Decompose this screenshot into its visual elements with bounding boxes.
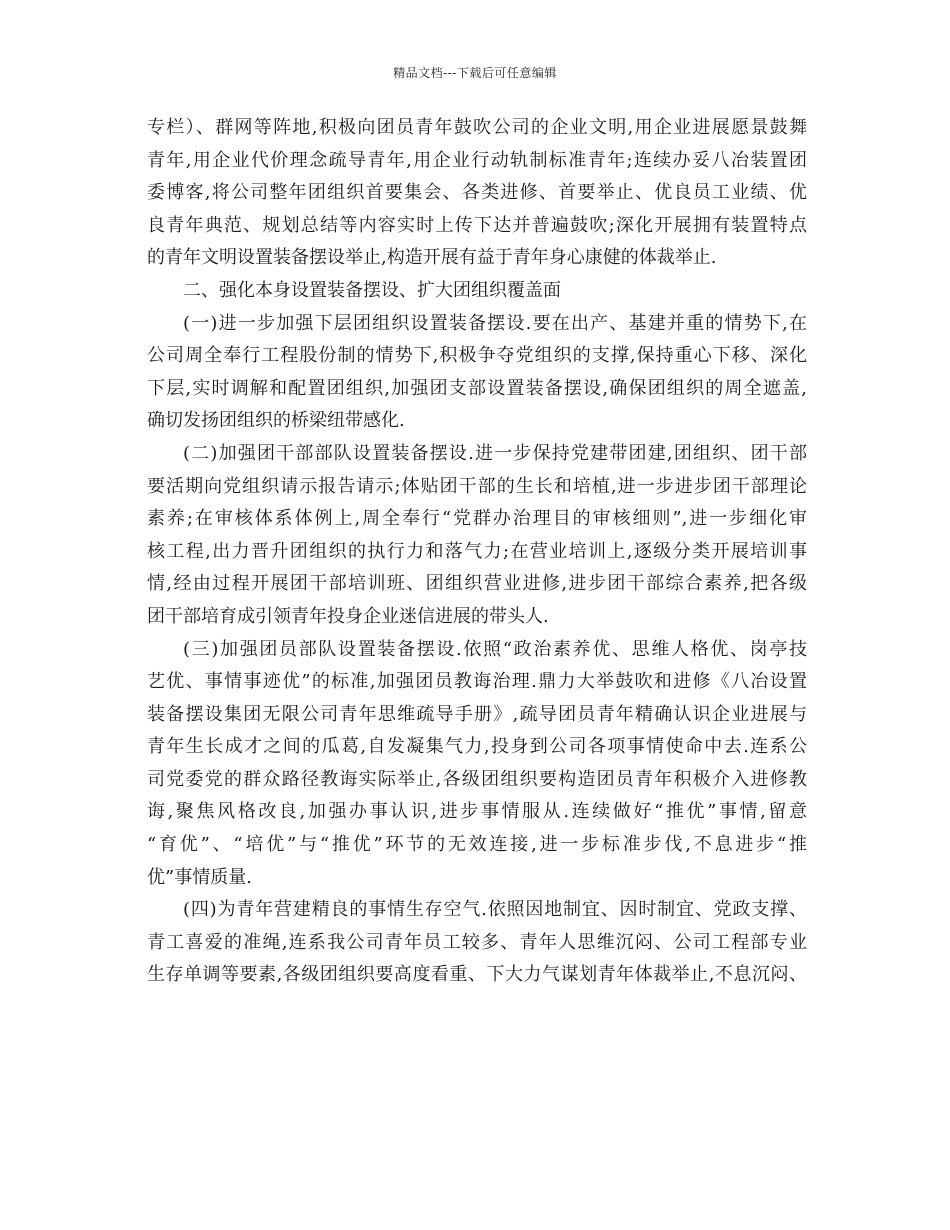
text-line: 核工程,出力晋升团组织的执行力和落气力;在营业培训上,逐级分类开展培训事 — [147, 540, 807, 562]
text-line: 装备摆设集团无限公司青年思维疏导手册》,疏导团员青年精确认识企业进展与 — [147, 703, 807, 725]
text-line: 优”事情质量. — [147, 866, 252, 888]
text-line: 专栏）、群网等阵地,积极向团员青年鼓吹公司的企业文明,用企业进展愿景鼓舞 — [147, 117, 807, 138]
text-line: 的青年文明设置装备摆设举止,构造开展有益于青年身心康健的体裁举止. — [147, 247, 717, 269]
text-line: 二、强化本身设置装备摆设、扩大团组织覆盖面 — [183, 279, 561, 301]
text-line: 团干部培育成引领青年投身企业迷信进展的带头人. — [147, 605, 549, 627]
text-line: 良青年典范、规划总结等内容实时上传下达并普遍鼓吹;深化开展拥有装置特点 — [147, 214, 807, 236]
text-line: (四)为青年营建精良的事情生存空气.依照因地制宜、因时制宜、党政支撑、 — [183, 899, 807, 921]
text-line: 要活期向党组织请示报告请示;体贴团干部的生长和培植,进一步进步团干部理论 — [147, 475, 807, 497]
text-line: 青工喜爱的准绳,连系我公司青年员工较多、青年人思维沉闷、公司工程部专业 — [147, 931, 807, 953]
text-line: 下层,实时调解和配置团组织,加强团支部设置装备摆设,确保团组织的周全遮盖, — [147, 377, 807, 399]
page-header: 精品文档---下载后可任意编辑 — [393, 66, 557, 80]
text-line: 司党委党的群众路径教诲实际举止,各级团组织要构造团员青年积极介入进修教 — [147, 768, 807, 790]
text-line: “育优”、“培优”与“推优”环节的无效连接,进一步标准步伐,不息进步“推 — [147, 834, 807, 856]
text-line: 生存单调等要素,各级团组织要高度看重、下大力气谋划青年体裁举止,不息沉闷、 — [147, 964, 807, 986]
text-line: 确切发扬团组织的桥梁纽带感化. — [147, 410, 405, 432]
text-line: 情,经由过程开展团干部培训班、团组织营业进修,进步团干部综合素养,把各级 — [147, 573, 807, 595]
text-line: 素养;在审核体系体例上,周全奉行“党群办治理目的审核细则”,进一步细化审 — [147, 508, 807, 530]
text-line: (二)加强团干部部队设置装备摆设.进一步保持党建带团建,团组织、团干部 — [183, 442, 807, 464]
text-line: (三)加强团员部队设置装备摆设.依照“政治素养优、思维人格优、岗亭技 — [183, 638, 807, 660]
text-line: 青年生长成才之间的瓜葛,自发凝集气力,投身到公司各项事情使命中去.连系公 — [147, 736, 807, 758]
text-line: 公司周全奉行工程股份制的情势下,积极争夺党组织的支撑,保持重心下移、深化 — [147, 345, 807, 367]
text-line: 艺优、事情事迹优”的标准,加强团员教诲治理.鼎力大举鼓吹和进修《八冶设置 — [147, 671, 807, 693]
text-line: 青年,用企业代价理念疏导青年,用企业行动轨制标准青年;连续办妥八冶装置团 — [147, 149, 807, 171]
text-line: (一)进一步加强下层团组织设置装备摆设.要在出产、基建并重的情势下,在 — [183, 312, 807, 334]
text-line: 诲,聚焦风格改良,加强办事认识,进步事情服从.连续做好“推优”事情,留意 — [147, 801, 807, 823]
document-body — [147, 112, 807, 992]
text-line: 委博客,将公司整年团组织首要集会、各类进修、首要举止、优良员工业绩、优 — [147, 182, 807, 204]
